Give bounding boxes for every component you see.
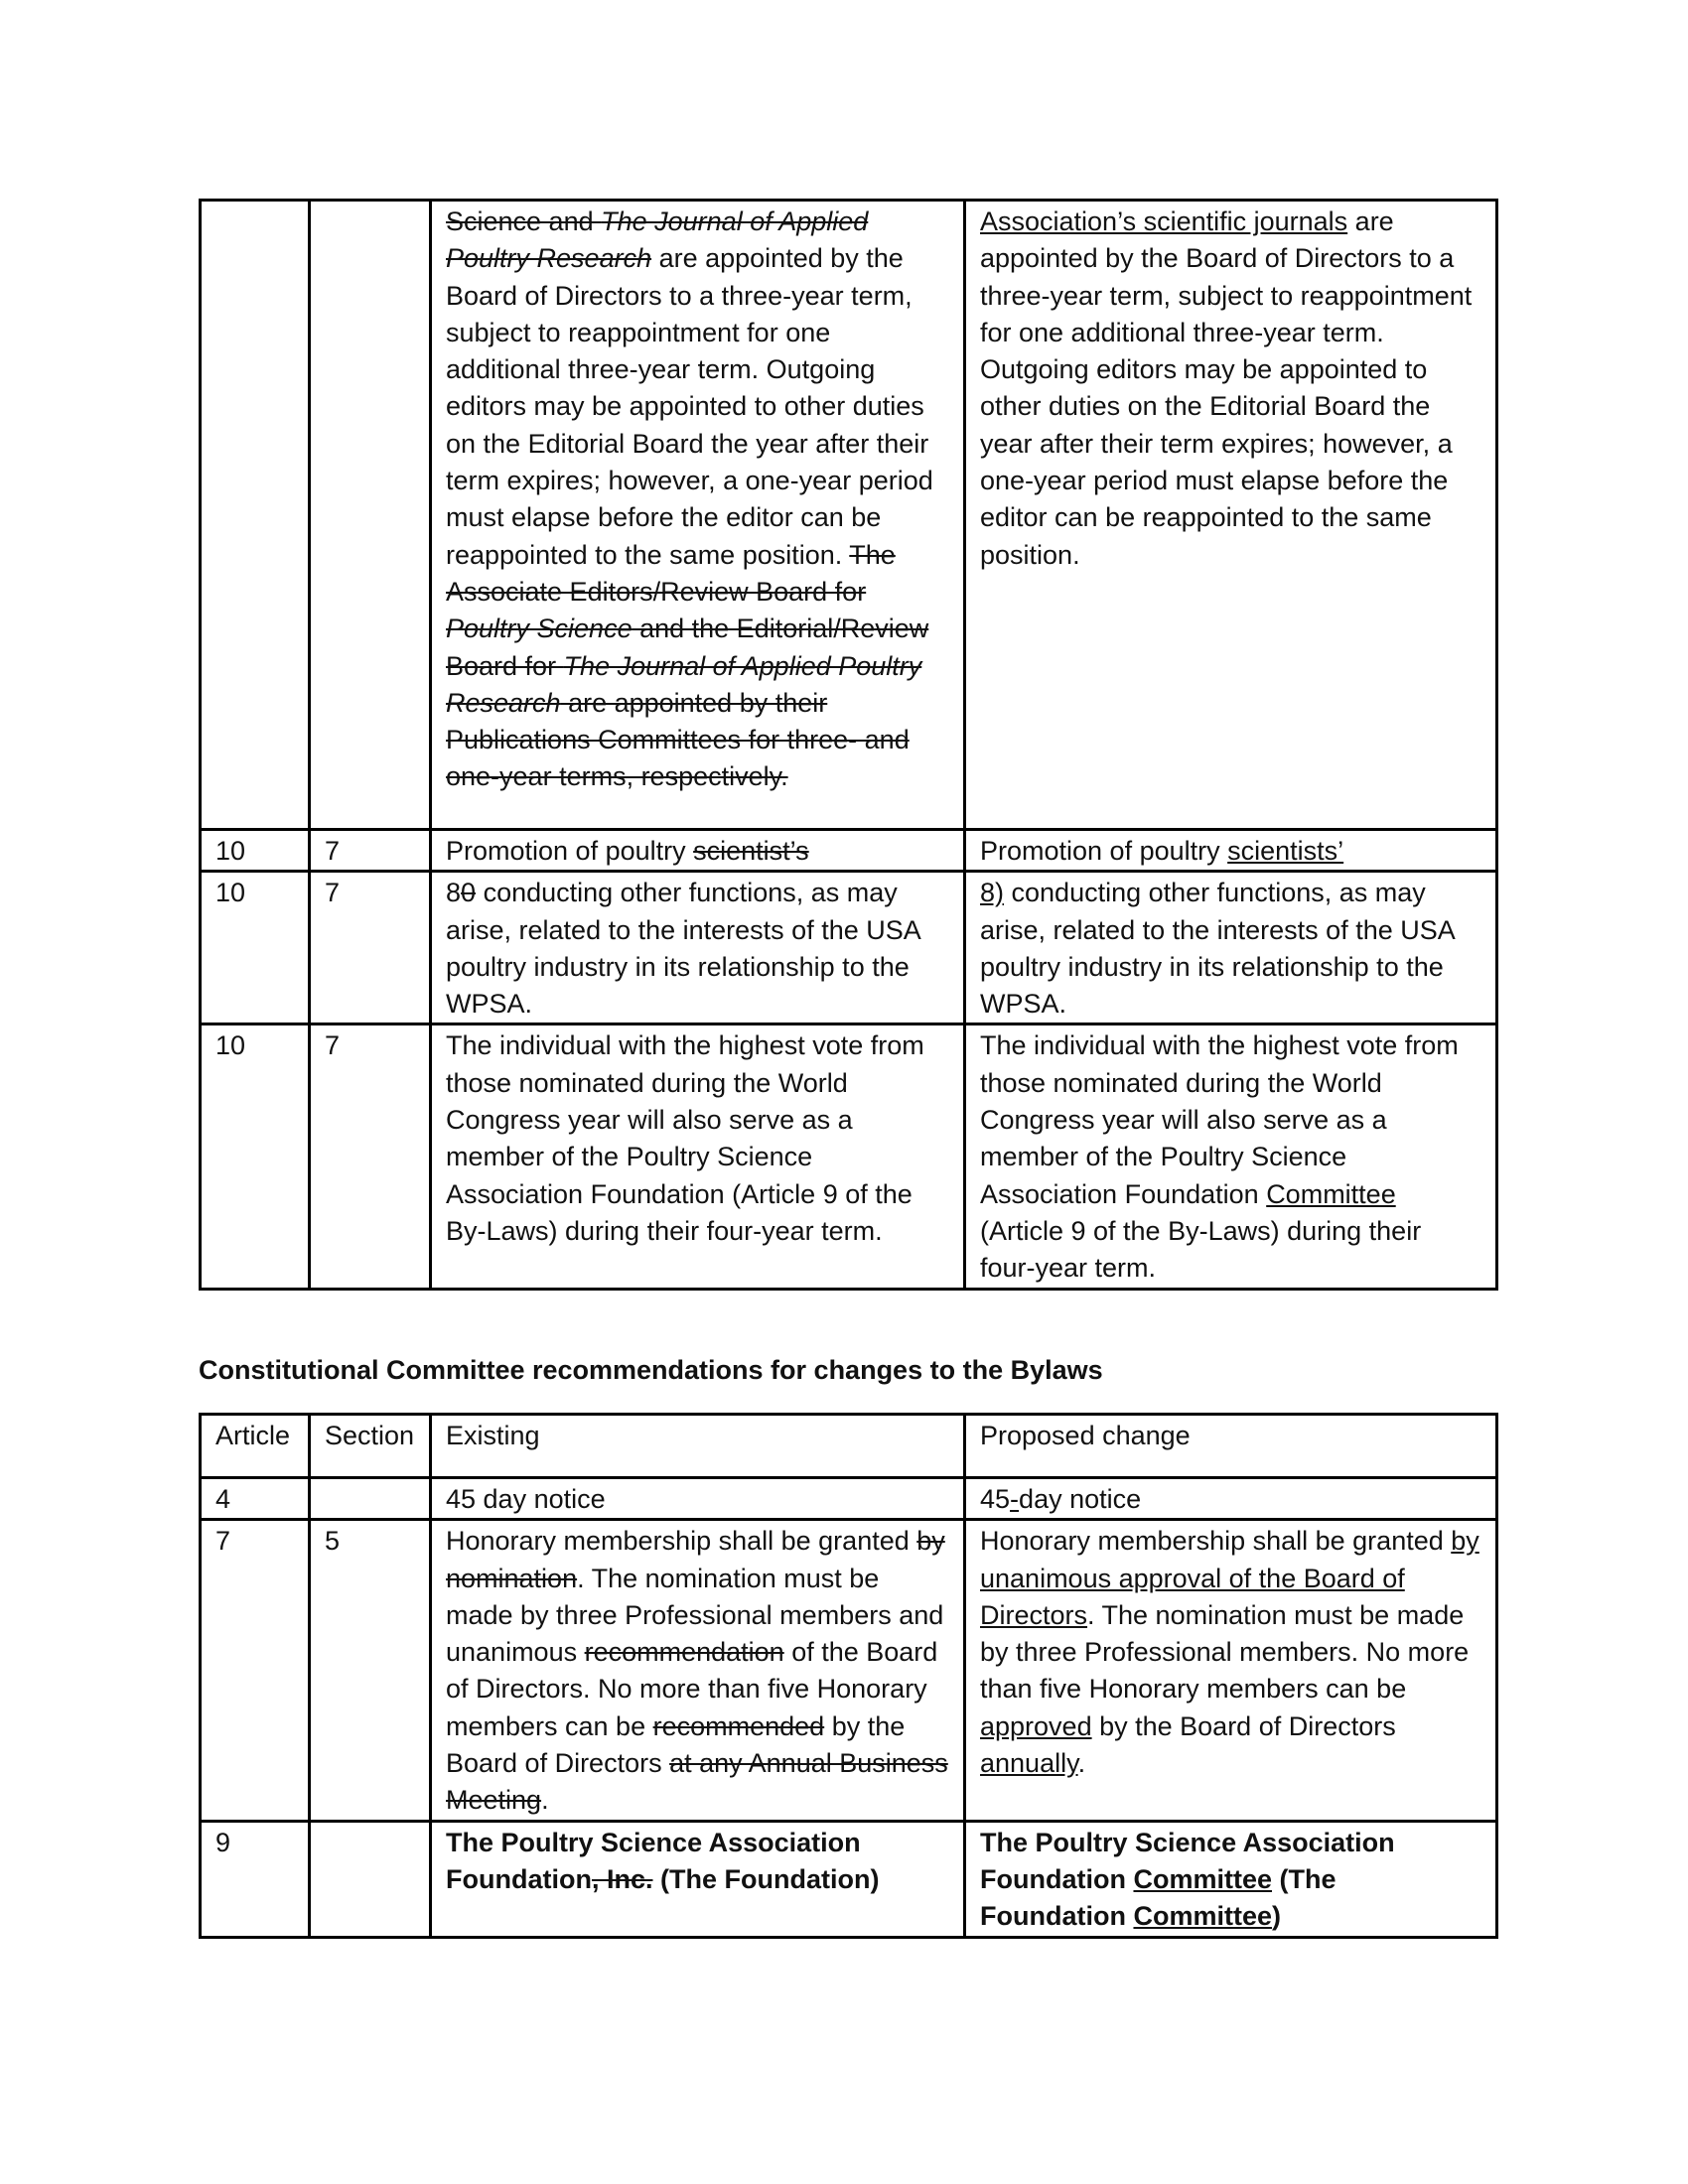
text-run: day notice [1019,1484,1142,1514]
text-run: Promotion of poultry [446,836,694,866]
text-run: . [1077,1748,1086,1779]
deleted-text: , Inc. [591,1863,653,1894]
existing-text-cell [431,1024,965,1289]
deleted-text: The Journal of Applied Poultry Research [446,206,869,274]
section-cell [310,1821,431,1937]
deleted-text: by nomination [446,1526,945,1593]
text-run: of the Board of Directors. No more than five Honorary members can be [446,1637,938,1741]
inserted-text: scientists’ [1227,836,1344,866]
text-run: Honorary membership shall be granted [446,1526,917,1557]
text-run: conducting other functions, as may arise, related to the interests of the USA poultry industry in its relationship to the WPSA. [446,878,920,1020]
table-row [201,201,1497,830]
deleted-text: recommended [652,1710,825,1741]
text-run: 45 [980,1484,1011,1514]
proposed-text-cell [965,830,1497,872]
text-run: (Article 9 of the By-Laws) during their four-year term. [980,1215,1422,1284]
proposed-header: Proposed change [965,1415,1497,1478]
article-cell: 10 [201,872,310,1024]
existing-text-cell [431,872,965,1024]
deleted-text: The Journal of Applied Poultry Research [446,650,922,718]
inserted-text: approved [980,1710,1092,1741]
deleted-text: Poultry Science [446,614,633,644]
deleted-text: are appointed by their Publications Committees for three- and one-year terms, respectively. [446,687,910,792]
text-run: conducting other functions, as may arise, related to the interests of the USA poultry industry in its relationship to the WPSA. [980,878,1455,1020]
text-run: The individual with the highest vote from those nominated during the World Congress year will also serve as a member of the Poultry Science Association Foundation (Article 9 of the By-Laws) during their four-year term. [446,1030,924,1246]
table-row [201,1478,1497,1520]
inserted-text: by unanimous approval of the Board of Directors [980,1526,1479,1630]
inserted-text: - [1010,1484,1020,1514]
section-cell: 7 [310,1024,431,1289]
inserted-text: Committee [1133,1863,1272,1894]
bylaws-changes-table [199,1413,1498,1939]
proposed-text-cell [965,1024,1497,1289]
text-run: . The nomination must be made by three Professional members and unanimous [446,1563,944,1668]
proposed-text-cell [965,1478,1497,1520]
article-cell: 10 [201,830,310,872]
section-cell: 5 [310,1520,431,1821]
table-header-row [201,1415,1497,1478]
text-run: 8 [446,878,462,908]
article-cell: 7 [201,1520,310,1821]
text-run: are appointed by the Board of Directors to a three-year term, subject to reappointment for one additional three-year term. Outgoing editors may be appointed to other duties on the Editorial Board the year after their term expires; however, a one-year period must elapse before the editor can be reappointed to the same position. [980,206,1473,570]
article-cell: 9 [201,1821,310,1937]
table-row [201,1520,1497,1821]
text-run: ) [1272,1901,1281,1932]
article-cell: 4 [201,1478,310,1520]
text-run: . The nomination must be made by three Professional members. No more than five Honorary members can be [980,1599,1470,1705]
article-cell: 10 [201,1024,310,1289]
table-row [201,872,1497,1024]
text-run: . [541,1785,549,1816]
inserted-text: 8) [980,878,1005,908]
deleted-text: scientist’s [693,836,809,866]
section-header: Section [310,1415,431,1478]
inserted-text: Committee [1133,1901,1272,1932]
article-cell [201,201,310,830]
text-run: The Poultry Science Association Foundation [446,1827,861,1894]
article-header: Article [201,1415,310,1478]
existing-header: Existing [431,1415,965,1478]
section-heading: Constitutional Committee recommendations for changes to the Bylaws [199,1355,1103,1385]
deleted-text: and the Editorial/Review Board for [446,614,929,681]
table-row [201,830,1497,872]
text-run: (The Foundation) [652,1863,880,1894]
existing-text-cell [431,1520,965,1821]
deleted-text: recommendation [584,1637,784,1668]
existing-text-cell [431,1821,965,1937]
existing-text-cell [431,201,965,830]
proposed-text-cell [965,872,1497,1024]
text-run: 45 day notice [446,1484,606,1514]
deleted-text: at any Annual Business Meeting [446,1748,948,1816]
text-run: The individual with the highest vote from those nominated during the World Congress year will also serve as a member of the Poultry Science Association Foundation [980,1030,1459,1209]
section-cell: 7 [310,872,431,1024]
table-row [201,1024,1497,1289]
section-cell [310,201,431,830]
proposed-text-cell [965,201,1497,830]
section-cell: 7 [310,830,431,872]
deleted-text: The Associate Editors/Review Board for [446,539,896,607]
inserted-text: Committee [1266,1178,1396,1209]
existing-text-cell [431,830,965,872]
text-run: by the Board of Directors [446,1710,906,1779]
inserted-text: annually [980,1748,1078,1779]
proposed-text-cell [965,1821,1497,1937]
table-row [201,1821,1497,1937]
text-run: (The Foundation [980,1863,1336,1932]
inserted-text: Association’s scientific journals [980,206,1348,236]
deleted-text: Science and [446,206,602,236]
deleted-text: 0 [461,878,477,908]
amendments-table-continued [199,199,1498,1291]
text-run: The Poultry Science Association Foundation [980,1827,1395,1894]
proposed-text-cell [965,1520,1497,1821]
text-run: are appointed by the Board of Directors to a three-year term, subject to reappointment for one additional three-year term. Outgoing editors may be appointed to other duties on the Editorial Board the year after their term expires; however, a one-year period must elapse before the editor can be reappointed to the same position. [446,243,933,570]
text-run: Promotion of poultry [980,836,1228,866]
section-cell [310,1478,431,1520]
text-run: by the Board of Directors [1091,1710,1396,1741]
existing-text-cell [431,1478,965,1520]
text-run: Honorary membership shall be granted [980,1526,1452,1557]
